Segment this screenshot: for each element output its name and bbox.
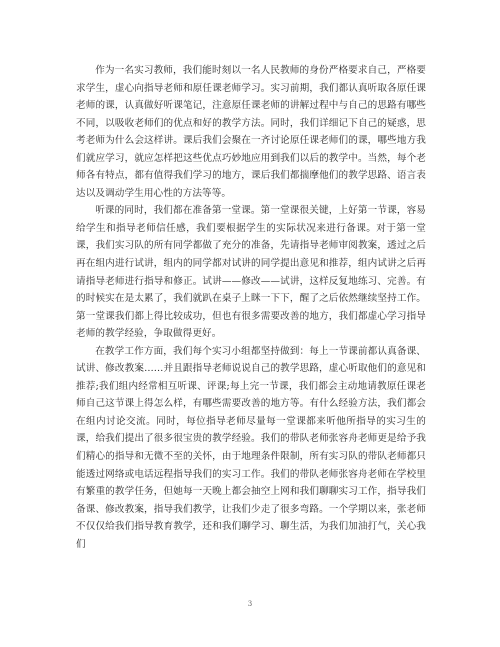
paragraph-internship-attitude: 作为一名实习教师，我们能时刻以一名人民教师的身份严格要求自己，严格要求学生，虚心向指导老师和原任课老师学习。实习前期，我们都认真听取各原任课老师的课，认真做好听课笔记，注意原任课老师的讲解过程中与自己的思路有哪些不同，以吸收老师们的优点和好的教学方法。同时，我们详细记下自己的疑惑，思考老师为什么会这样讲。课后我们会聚在一齐讨论原任课老师们的课，哪些地方我们就应学习，就应怎样把这些优点巧妙地应用到我们以后的教学中。当然，每个老师各有特点，都有值得我们学习的地方，课后我们都揣摩他们的教学思路、语言表达以及调动学生用心性的方法等等。 (76, 65, 426, 199)
page-number: 3 (247, 600, 253, 608)
body-text (76, 62, 426, 553)
paragraph-first-lesson: 听课的同时，我们都在准备第一堂课。第一堂课很关键，上好第一节课，容易给学生和指导老师信任感，我们要根据学生的实际状况来进行备课。对于第一堂课，我们实习队的所有同学都做了充分的准备，先请指导老师审阅教案，透过之后再在组内进行试讲，组内的同学都对试讲的同学提出意见和推荐，组内试讲之后再请指导老师进行指导和修正。试讲——修改——试讲，这样反复地练习、完善。有的时候实在是太累了，我们就趴在桌子上眯一下下，醒了之后依然继续坚持工作。第一堂课我们都上得比较成功，但也有很多需要改善的地方，我们都虚心学习指导老师的教学经验，争取做得更好。 (76, 205, 426, 340)
paragraph-teaching-work: 在教学工作方面，我们每个实习小组都坚持做到：每上一节课前都认真备课、试讲、修改教案……并且跟指导老师说说自己的教学思路，虚心听取他们的意见和推荐;我们组内经常相互听课、评课;每上完一节课，我们都会主动地请教原任课老师自己这节课上得怎么样，有哪些需要改善的地方等。有什么经验方法，我们都会在组内讨论交流。同时，每位指导老师尽量每一堂课都来听他所指导的实习生的课，给我们提出了很多很宝贵的教学经验。我们的带队老师张容舟老师更是给予我们精心的指导和无微不至的关怀，由于地理条件限制，所有实习队的带队老师都只能透过网络或电话远程指导我们的实习工作。我们的带队老师张容舟老师在学校里有繁重的教学任务，但她每一天晚上都会抽空上网和我们聊聊实习工作，指导我们备课、修改教案，指导我们教学，让我们少走了很多弯路。一个学期以来，张老师不仅仅给我们指导教育教学，还和我们聊学习、聊生活，为我们加油打气，关心我们 (76, 345, 426, 550)
